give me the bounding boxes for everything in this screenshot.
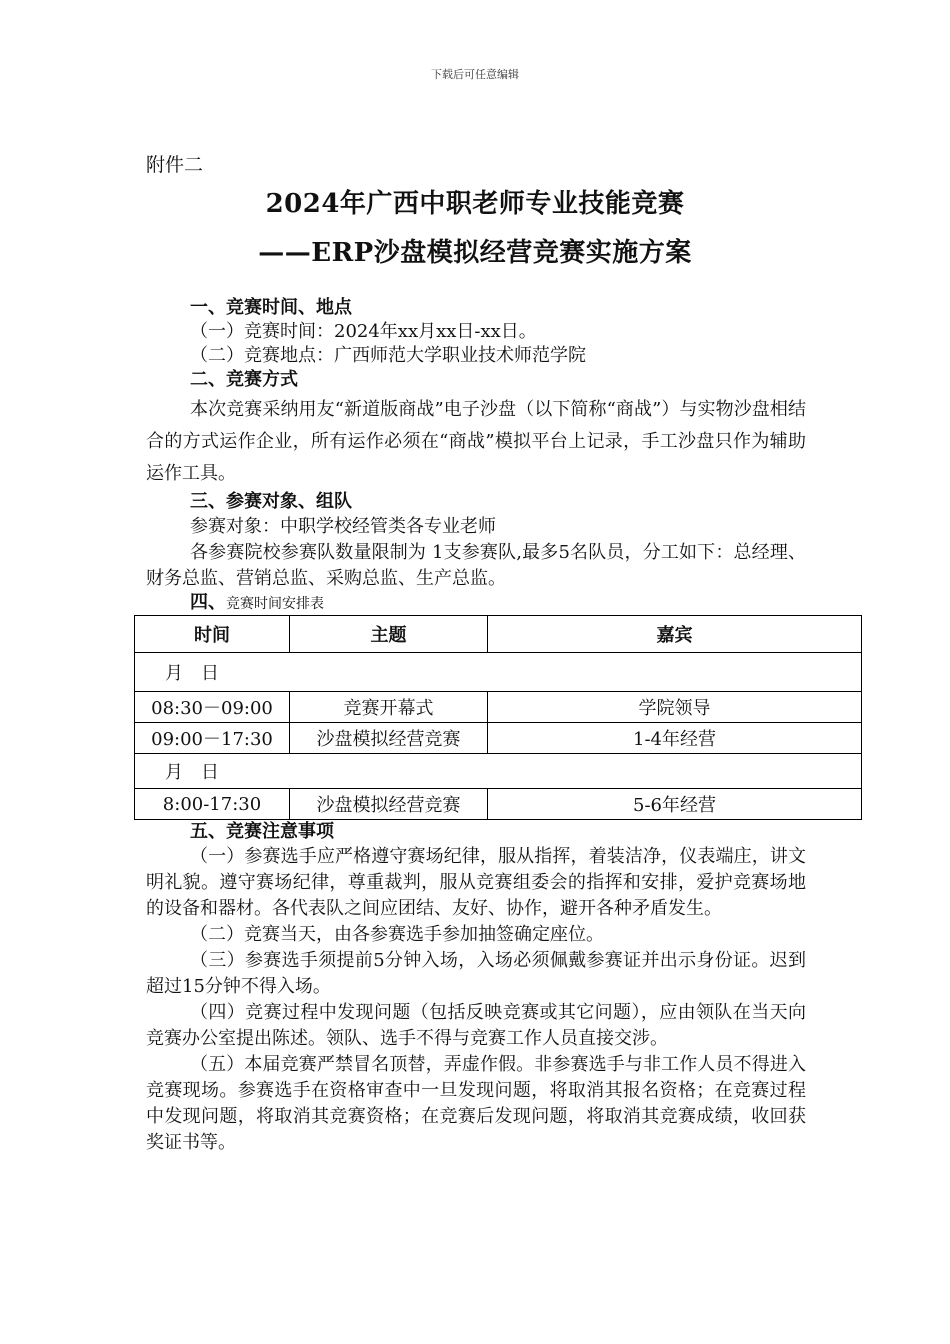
section-heading-schedule <box>146 592 806 615</box>
day-two-label: 月 日 <box>135 754 862 789</box>
note-item: （一）参赛选手应严格遵守赛场纪律，服从指挥，着装洁净，仪表端庄，讲文明礼貌。遵守赛场纪律，尊重裁判，服从竞赛组委会的指挥和安排，爱护竞赛场地的设备和器材。各代表队之间应团结、友好、协作，避开各种矛盾发生。 <box>146 846 806 919</box>
table-row <box>135 723 862 754</box>
document-subtitle: ——ERP沙盘模拟经营竞赛实施方案 <box>258 238 692 268</box>
table-cell-topic: 沙盘模拟经营竞赛 <box>290 789 488 820</box>
table-cell-topic: 竞赛开幕式 <box>290 692 488 723</box>
note-item: （四）竞赛过程中发现问题（包括反映竞赛或其它问题），应由领队在当天向竞赛办公室提出陈述。领队、选手不得与竞赛工作人员直接交涉。 <box>146 1002 806 1049</box>
note-item: （五）本届竞赛严禁冒名顶替，弄虚作假。非参赛选手与非工作人员不得进入竞赛现场。参赛选手在资格审查中一旦发现问题，将取消其报名资格；在竞赛过程中发现问题，将取消其竞赛资格；在竞赛后发现问题，将取消其竞赛成绩，收回获奖证书等。 <box>146 1054 806 1153</box>
table-cell-guest: 1-4年经营 <box>488 723 862 754</box>
schedule-heading-number: 四、 <box>190 592 226 613</box>
table-cell-topic: 沙盘模拟经营竞赛 <box>290 723 488 754</box>
note-item: （三）参赛选手须提前5分钟入场，入场必须佩戴参赛证并出示身份证。迟到超过15分钟不得入场。 <box>146 950 806 997</box>
note-item: （二）竞赛当天，由各参赛选手参加抽签确定座位。 <box>190 924 604 945</box>
table-cell-guest: 5-6年经营 <box>488 789 862 820</box>
table-row <box>135 692 862 723</box>
column-header-guest: 嘉宾 <box>488 616 862 653</box>
schedule-table <box>134 615 862 820</box>
participants-target: 参赛对象：中职学校经管类各专业老师 <box>190 516 496 537</box>
table-row <box>135 789 862 820</box>
table-cell-time: 8:00-17:30 <box>135 789 290 820</box>
attachment-label: 附件二 <box>146 154 204 176</box>
document-title: 2024年广西中职老师专业技能竞赛 <box>265 189 685 219</box>
column-header-topic: 主题 <box>290 616 488 653</box>
competition-place: （二）竞赛地点：广西师范大学职业技术师范学院 <box>190 345 586 366</box>
table-cell-time: 08:30－09:00 <box>135 692 290 723</box>
schedule-heading-label: 竞赛时间安排表 <box>226 596 324 612</box>
section-heading-format: 二、竞赛方式 <box>190 369 298 390</box>
table-day-row <box>135 754 862 789</box>
section-heading-time-place: 一、竞赛时间、地点 <box>190 297 352 318</box>
table-cell-time: 09:00－17:30 <box>135 723 290 754</box>
column-header-time: 时间 <box>135 616 290 653</box>
competition-time: （一）竞赛时间：2024年xx月xx日-xx日。 <box>190 321 537 342</box>
page-header-note: 下载后可任意编辑 <box>431 68 519 81</box>
table-cell-guest: 学院领导 <box>488 692 862 723</box>
day-one-label: 月 日 <box>135 653 862 692</box>
section-heading-participants: 三、参赛对象、组队 <box>190 491 352 512</box>
table-header-row <box>135 616 862 653</box>
document-body <box>146 296 806 1156</box>
team-composition: 各参赛院校参赛队数量限制为 1支参赛队,最多5名队员，分工如下：总经理、财务总监、营销总监、采购总监、生产总监。 <box>146 542 806 589</box>
section-heading-notes: 五、竞赛注意事项 <box>190 821 334 842</box>
table-day-row <box>135 653 862 692</box>
format-paragraph: 本次竞赛采纳用友“新道版商战”电子沙盘（以下简称“商战”）与实物沙盘相结合的方式运作企业，所有运作必须在“商战”模拟平台上记录，手工沙盘只作为辅助运作工具。 <box>146 399 806 484</box>
